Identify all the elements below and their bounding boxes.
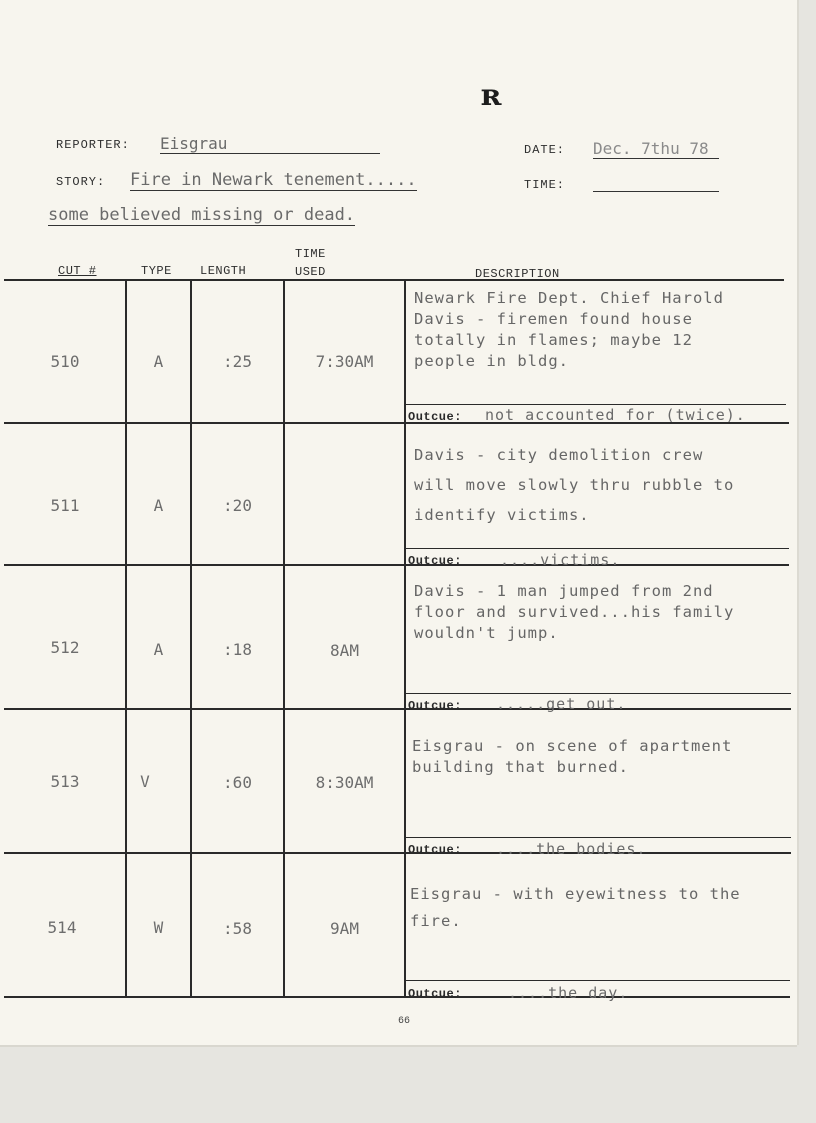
story-value-line2: [48, 205, 355, 225]
table-row-time-used: 8AM: [330, 641, 359, 660]
row-divider-3: [4, 708, 791, 710]
table-row-description: Eisgrau - on scene of apartment building that burned.: [412, 737, 733, 776]
table-row-length: :25: [223, 352, 252, 371]
col-divider-1: [125, 280, 127, 996]
outcue-rule-2: [406, 548, 789, 549]
table-row-outcue: ....victims.: [500, 551, 621, 569]
table-row-time-used: 8:30AM: [315, 773, 374, 792]
table-row-length: :60: [223, 773, 252, 792]
table-row-length: :18: [223, 640, 252, 659]
table-row-outcue: not accounted for (twice).: [485, 406, 746, 424]
outcue-label: Outcue:: [408, 699, 462, 713]
table-row-cut: 511: [50, 496, 80, 515]
table-row-description: Newark Fire Dept. Chief Harold Davis - firemen found house totally in flames; maybe 12 people in bldg.: [414, 289, 724, 370]
col-header-time-line2: USED: [295, 265, 326, 279]
outcue-label: Outcue:: [408, 843, 462, 857]
story-text-line2: some believed missing or dead.: [48, 205, 356, 225]
col-header-time-line1: TIME: [295, 247, 326, 261]
table-row-description: Eisgrau - with eyewitness to the fire.: [410, 885, 741, 930]
outcue-rule-1: [406, 404, 786, 405]
outcue-label: Outcue:: [408, 987, 462, 1001]
outcue-rule-4: [406, 837, 791, 838]
time-value: [593, 172, 719, 192]
col-header-type: TYPE: [141, 264, 172, 278]
col-header-cut: CUT #: [58, 264, 97, 278]
time-label: TIME:: [524, 178, 566, 192]
outcue-label: Outcue:: [408, 554, 462, 568]
col-divider-3: [283, 280, 285, 996]
table-row-cut: 513: [50, 772, 80, 791]
story-text-line1: Fire in Newark tenement.....: [130, 170, 417, 190]
table-row-cut: 514: [47, 918, 77, 937]
table-row-cut: 510: [50, 352, 80, 371]
reporter-value: Eisgrau: [160, 134, 380, 154]
table-row-time-used: 9AM: [330, 919, 359, 938]
table-top-rule: [4, 279, 784, 281]
table-row-cut: 512: [50, 638, 80, 657]
reporter-label: REPORTER:: [56, 138, 130, 152]
outcue-rule-5: [406, 980, 790, 981]
col-divider-4: [404, 280, 406, 996]
date-label: DATE:: [524, 143, 566, 157]
row-divider-2: [4, 564, 789, 566]
table-row-type: A: [153, 352, 164, 371]
table-row-description: Davis - city demolition crew will move slowly thru rubble to identify victims.: [414, 446, 735, 524]
outcue-label: Outcue:: [408, 410, 462, 424]
col-header-length: LENGTH: [200, 264, 247, 278]
table-bottom-rule: [4, 996, 790, 998]
table-row-outcue: ....the bodies.: [496, 840, 647, 858]
outcue-rule-3: [406, 693, 791, 694]
table-row-length: :58: [223, 919, 252, 938]
table-row-length: :20: [223, 496, 252, 515]
table-row-description: Davis - 1 man jumped from 2nd floor and survived...his family wouldn't jump.: [414, 582, 735, 642]
table-row-outcue: .....get out.: [496, 695, 627, 713]
row-divider-4: [4, 852, 791, 854]
date-value: Dec. 7thu 78: [593, 139, 719, 159]
table-row-type: A: [153, 496, 164, 515]
station-logo: ʀ: [480, 78, 502, 113]
story-value-line1: [130, 170, 417, 190]
table-row-type: A: [153, 640, 164, 659]
story-label: STORY:: [56, 175, 106, 189]
table-row-type: V: [140, 772, 150, 791]
table-row-time-used: 7:30AM: [315, 352, 374, 371]
page-number: 66: [398, 1016, 411, 1027]
table-row-type: W: [153, 918, 164, 937]
col-divider-2: [190, 280, 192, 996]
table-row-outcue: ....the day.: [508, 984, 629, 1002]
col-header-description: DESCRIPTION: [475, 267, 560, 281]
